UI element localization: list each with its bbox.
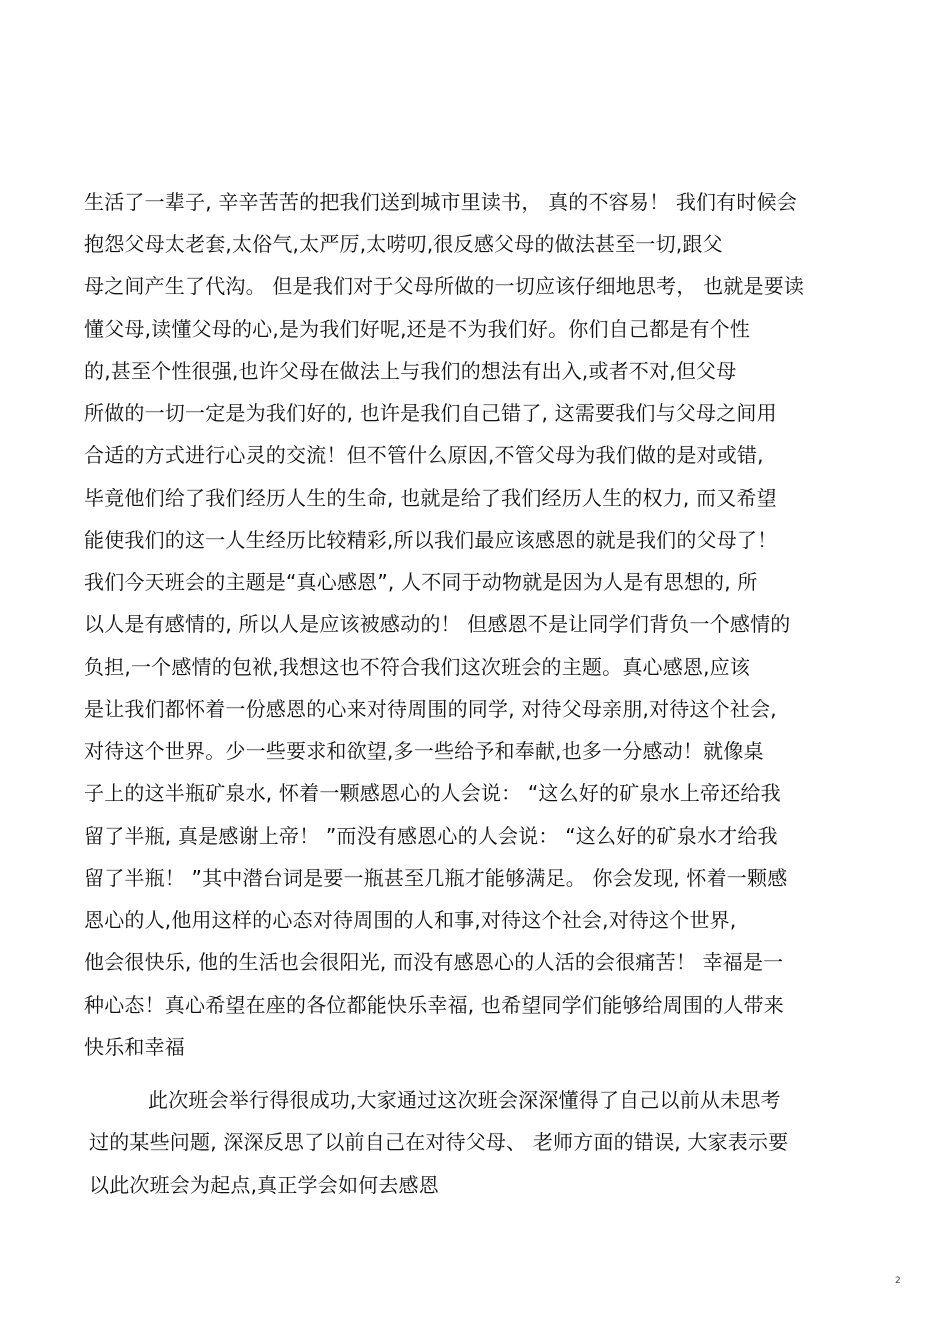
- text-line: 负担,一个感情的包袱,我想这也不符合我们这次班会的主题。真心感恩,应该: [84, 655, 751, 679]
- text-line: 留了半瓶！ ”其中潜台词是要一瓶甚至几瓶才能够满足。 你会发现, 怀着一颗感: [84, 866, 788, 890]
- text-line: 懂父母,读懂父母的心,是为我们好呢,还是不为我们好。你们自己都是有个性: [84, 317, 751, 341]
- text-line: 毕竟他们给了我们经历人生的生命, 也就是给了我们经历人生的权力, 而又希望: [84, 486, 777, 510]
- text-line: 能使我们的这一人生经历比较精彩,所以我们最应该感恩的就是我们的父母了！: [84, 528, 778, 552]
- text-line: 母之间产生了代沟。 但是我们对于父母所做的一切应该仔细地思考， 也就是要读: [84, 274, 805, 298]
- text-line: 种心态！真心希望在座的各位都能快乐幸福, 也希望同学们能够给周围的人带来: [84, 993, 784, 1017]
- page-number: 2: [895, 1276, 901, 1286]
- text-line: 的,甚至个性很强,也许父母在做法上与我们的想法有出入,或者不对,但父母: [84, 359, 737, 383]
- text-line: 以此次班会为起点,真正学会如何去感恩: [89, 1173, 439, 1197]
- text-line: 我们今天班会的主题是“真心感恩”, 人不同于动物就是因为人是有思想的, 所: [84, 570, 758, 594]
- text-line: 抱怨父母太老套,太俗气,太严厉,太唠叨,很反感父母的做法甚至一切,跟父: [84, 232, 723, 256]
- text-line: 快乐和幸福: [84, 1035, 185, 1059]
- text-line: 是让我们都怀着一份感恩的心来对待周围的同学, 对待父母亲朋,对待这个社会,: [84, 697, 777, 721]
- text-line: 过的某些问题, 深深反思了以前自己在对待父母、 老师方面的错误, 大家表示要: [89, 1130, 789, 1154]
- text-line: 合适的方式进行心灵的交流！但不管什么原因,不管父母为我们做的是对或错,: [84, 443, 764, 467]
- text-line: 生活了一辈子, 辛辛苦苦的把我们送到城市里读书， 真的不容易！ 我们有时候会: [84, 190, 798, 214]
- text-line: 以人是有感情的, 所以人是应该被感动的！ 但感恩不是让同学们背负一个感情的: [84, 612, 791, 636]
- text-line: 所做的一切一定是为我们好的, 也许是我们自己错了, 这需要我们与父母之间用: [84, 401, 777, 425]
- text-line: 对待这个世界。少一些要求和欲望,多一些给予和奉献,也多一分感动！就像桌: [84, 739, 764, 763]
- text-line: 子上的这半瓶矿泉水, 怀着一颗感恩心的人会说： “这么好的矿泉水上帝还给我: [84, 781, 781, 805]
- text-line: 他会很快乐, 他的生活也会很阳光, 而没有感恩心的人活的会很痛苦！ 幸福是一: [84, 950, 784, 974]
- text-line: 此次班会举行得很成功,大家通过这次班会深深懂得了自己以前从未思考: [148, 1088, 781, 1112]
- text-line: 留了半瓶, 真是感谢上帝！ ”而没有感恩心的人会说： “这么好的矿泉水才给我: [84, 824, 778, 848]
- text-line: 恩心的人,他用这样的心态对待周围的人和事,对待这个社会,对待这个世界,: [84, 908, 737, 932]
